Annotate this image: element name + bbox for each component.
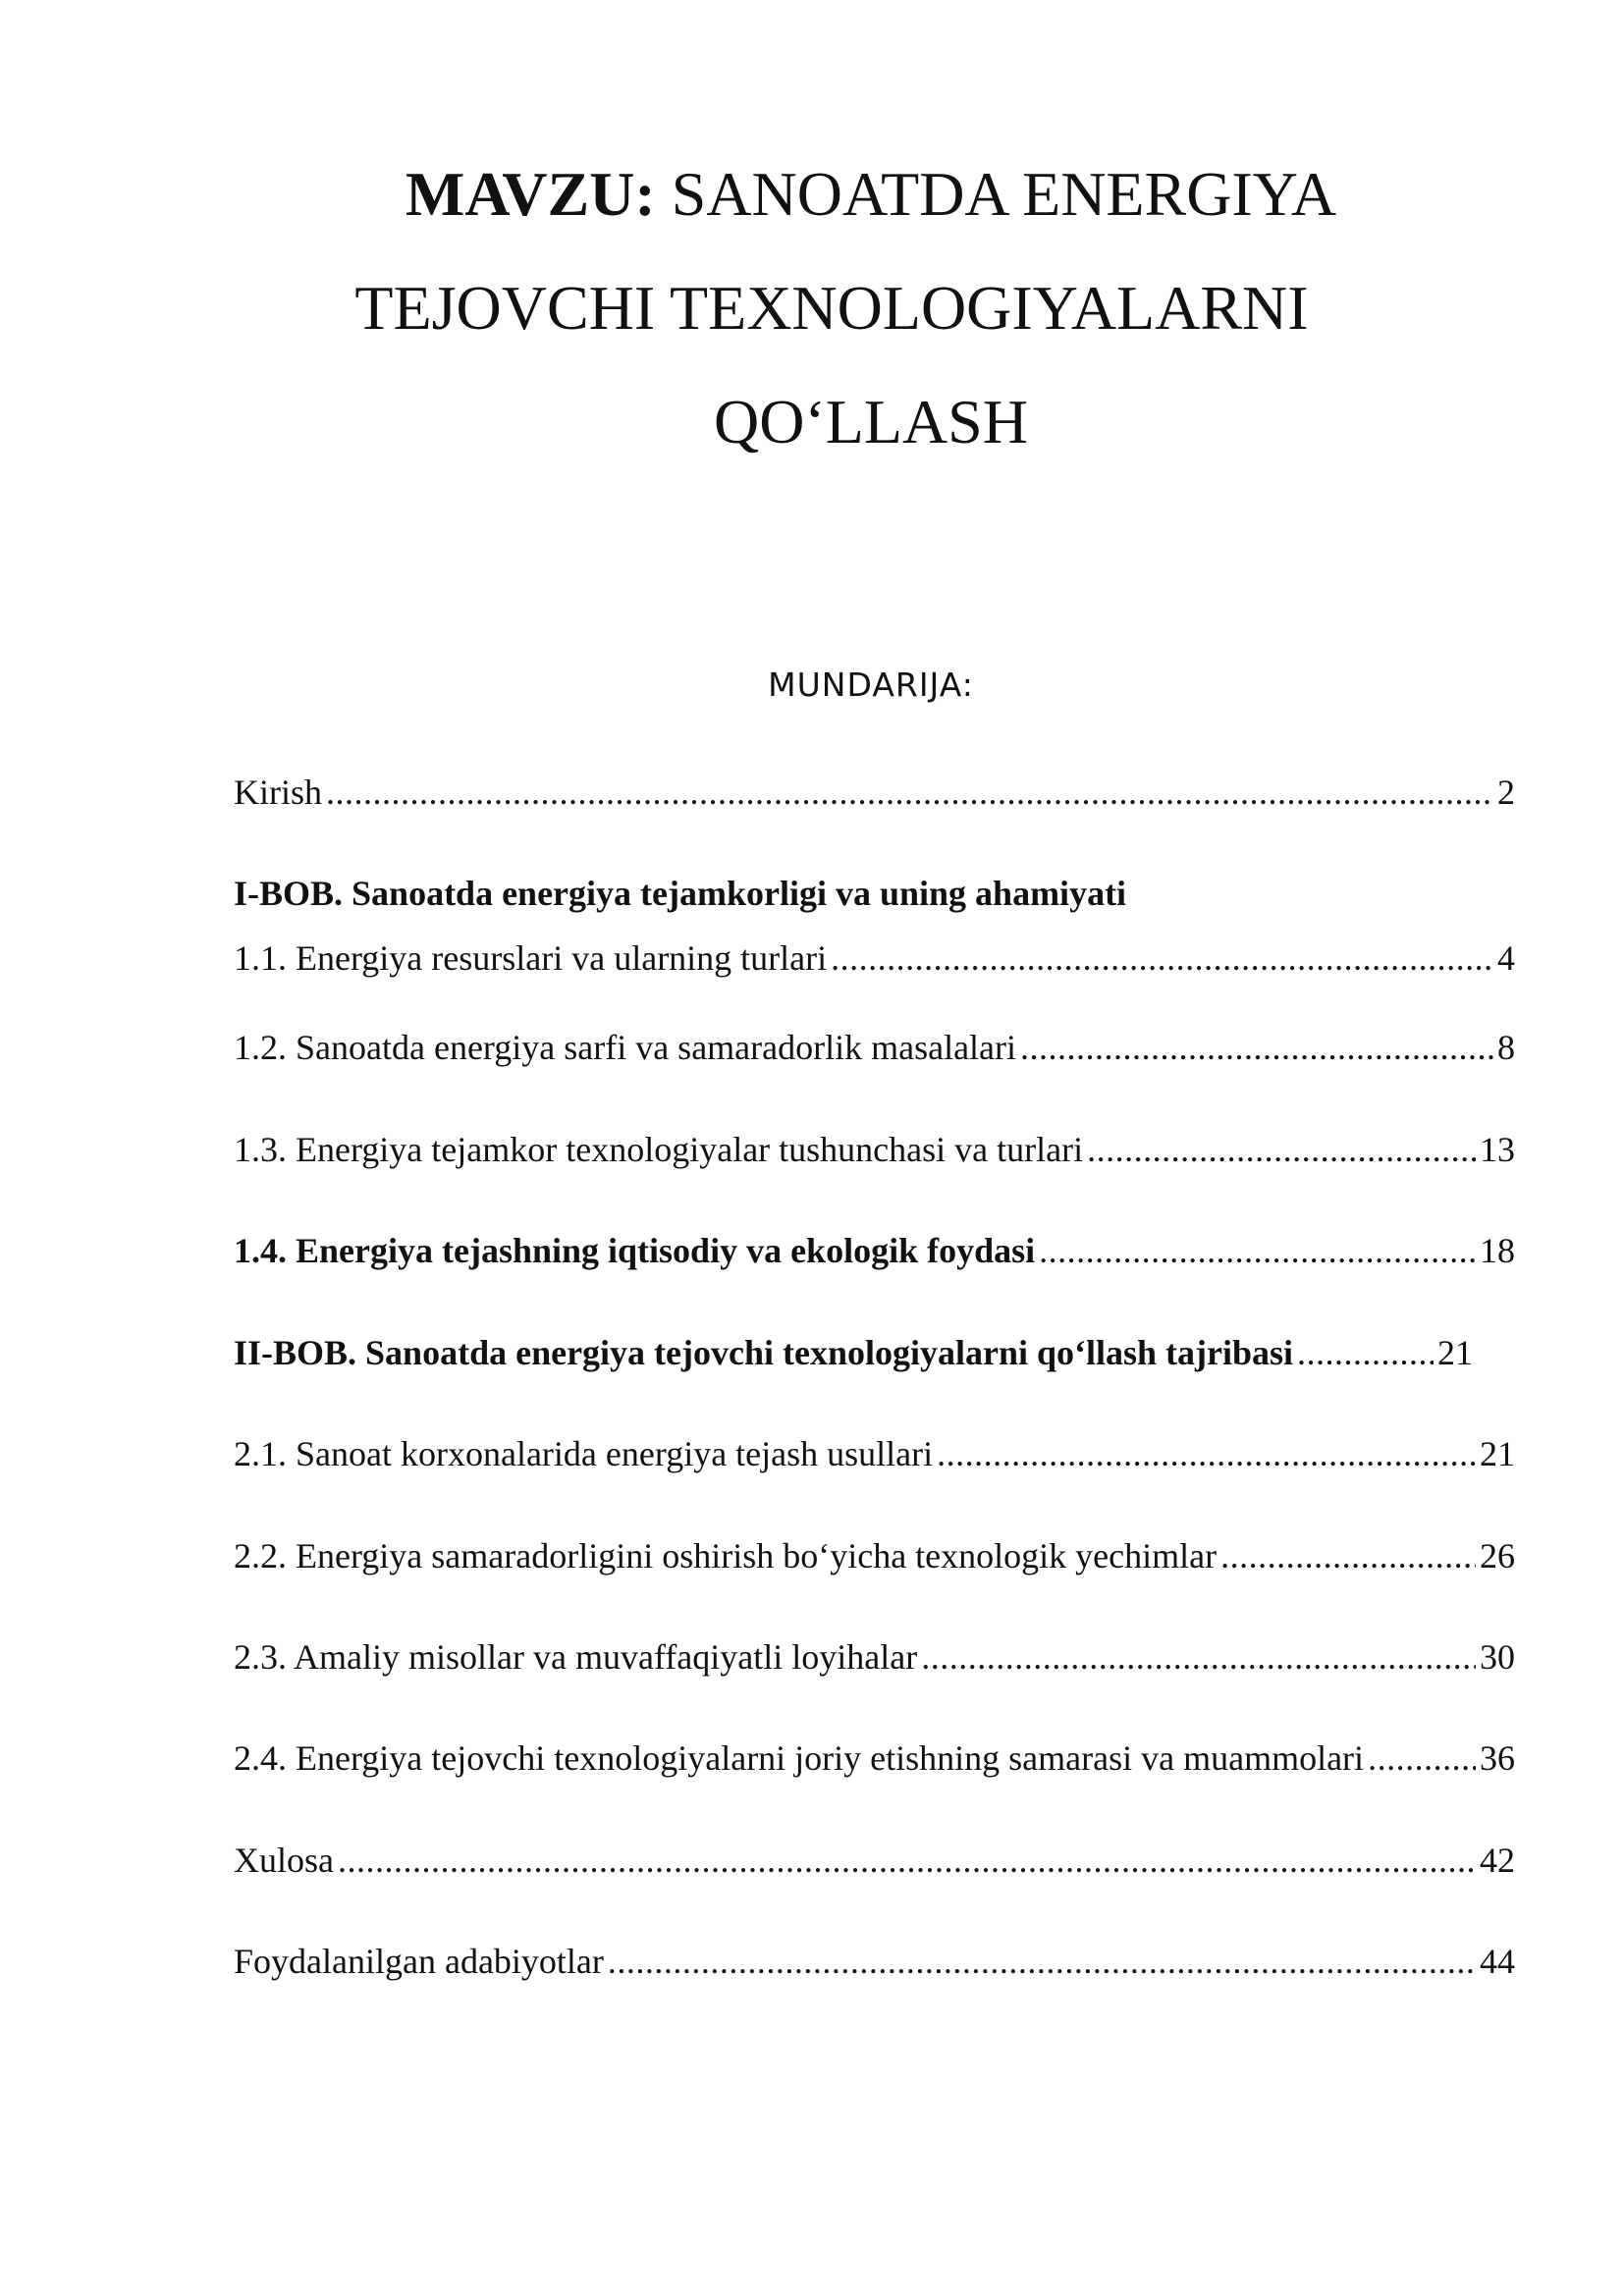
toc-entry-kirish xyxy=(234,771,1515,814)
toc-label: 1.4. Energiya tejashning iqtisodiy va ekologik foydasi xyxy=(234,1231,1036,1270)
toc-page-number: 21 xyxy=(1437,1333,1473,1372)
toc-entry-2-3 xyxy=(234,1635,1515,1679)
title-line-1-text: SANOATDA ENERGIYA xyxy=(655,159,1337,229)
toc-leader xyxy=(1039,1229,1476,1272)
toc-leader xyxy=(1297,1331,1434,1374)
toc-page-number: 21 xyxy=(1480,1434,1515,1473)
toc-page-number: 2 xyxy=(1497,773,1515,812)
toc-entry-1-4 xyxy=(234,1229,1515,1272)
toc-page-number: 18 xyxy=(1480,1231,1515,1270)
toc-page-number: 13 xyxy=(1480,1130,1515,1169)
toc-label: Kirish xyxy=(234,773,322,812)
toc-leader xyxy=(1368,1736,1476,1780)
toc-leader xyxy=(1220,1534,1476,1577)
toc-leader xyxy=(338,1839,1476,1882)
title-line-2: TEJOVCHI TEXNOLOGIYALARNI xyxy=(354,273,1309,343)
toc-leader xyxy=(937,1432,1476,1475)
toc-page-number: 8 xyxy=(1497,1028,1515,1067)
toc-leader xyxy=(831,936,1493,980)
toc-entry-1-3 xyxy=(234,1128,1515,1171)
toc-entry-1-1 xyxy=(234,936,1515,980)
toc-entry-1-2 xyxy=(234,1026,1515,1069)
toc-entry-chapter-2 xyxy=(234,1331,1473,1374)
toc-entry-2-2 xyxy=(234,1534,1515,1577)
toc-leader xyxy=(1087,1128,1476,1171)
toc-heading: MUNDARIJA: xyxy=(768,666,974,704)
title-line-1 xyxy=(0,159,1624,229)
toc-entry-2-1 xyxy=(234,1432,1515,1475)
toc-label: 2.2. Energiya samaradorligini oshirish bo‘yicha texnologik yechimlar xyxy=(234,1536,1218,1575)
toc-label: 1.2. Sanoatda energiya sarfi va samaradorlik masalalari xyxy=(234,1028,1017,1067)
toc-label: Foydalanilgan adabiyotlar xyxy=(234,1942,604,1981)
toc-label: 2.3. Amaliy misollar va muvaffaqiyatli loyihalar xyxy=(234,1637,918,1677)
title-prefix: MAVZU: xyxy=(405,159,656,229)
toc-label: Xulosa xyxy=(234,1841,334,1880)
toc-leader xyxy=(608,1940,1476,1983)
toc-page-number: 44 xyxy=(1480,1942,1515,1981)
toc-entry-adabiyotlar xyxy=(234,1940,1515,1983)
toc-chapter-1-heading: I-BOB. Sanoatda energiya tejamkorligi va uning ahamiyati xyxy=(234,874,1127,913)
toc-leader xyxy=(326,771,1493,814)
toc-leader xyxy=(1020,1026,1493,1069)
title-line-3: QO‘LLASH xyxy=(714,387,1028,456)
toc-page-number: 36 xyxy=(1480,1738,1515,1778)
toc-page-number: 30 xyxy=(1480,1637,1515,1677)
toc-label: 2.4. Energiya tejovchi texnologiyalarni joriy etishning samarasi va muammolari xyxy=(234,1738,1365,1778)
toc-label: 1.3. Energiya tejamkor texnologiyalar tushunchasi va turlari xyxy=(234,1130,1084,1169)
toc-page-number: 4 xyxy=(1497,938,1515,978)
toc-entry-2-4 xyxy=(234,1736,1515,1780)
toc-label: II-BOB. Sanoatda energiya tejovchi texnologiyalarni qo‘llash tajribasi xyxy=(234,1333,1294,1372)
toc-label: 2.1. Sanoat korxonalarida energiya tejash usullari xyxy=(234,1434,934,1473)
toc-leader xyxy=(921,1635,1476,1679)
toc-page-number: 26 xyxy=(1480,1536,1515,1575)
toc-page-number: 42 xyxy=(1480,1841,1515,1880)
toc-label: 1.1. Energiya resurslari va ularning turlari xyxy=(234,938,828,978)
toc-entry-xulosa xyxy=(234,1839,1515,1882)
